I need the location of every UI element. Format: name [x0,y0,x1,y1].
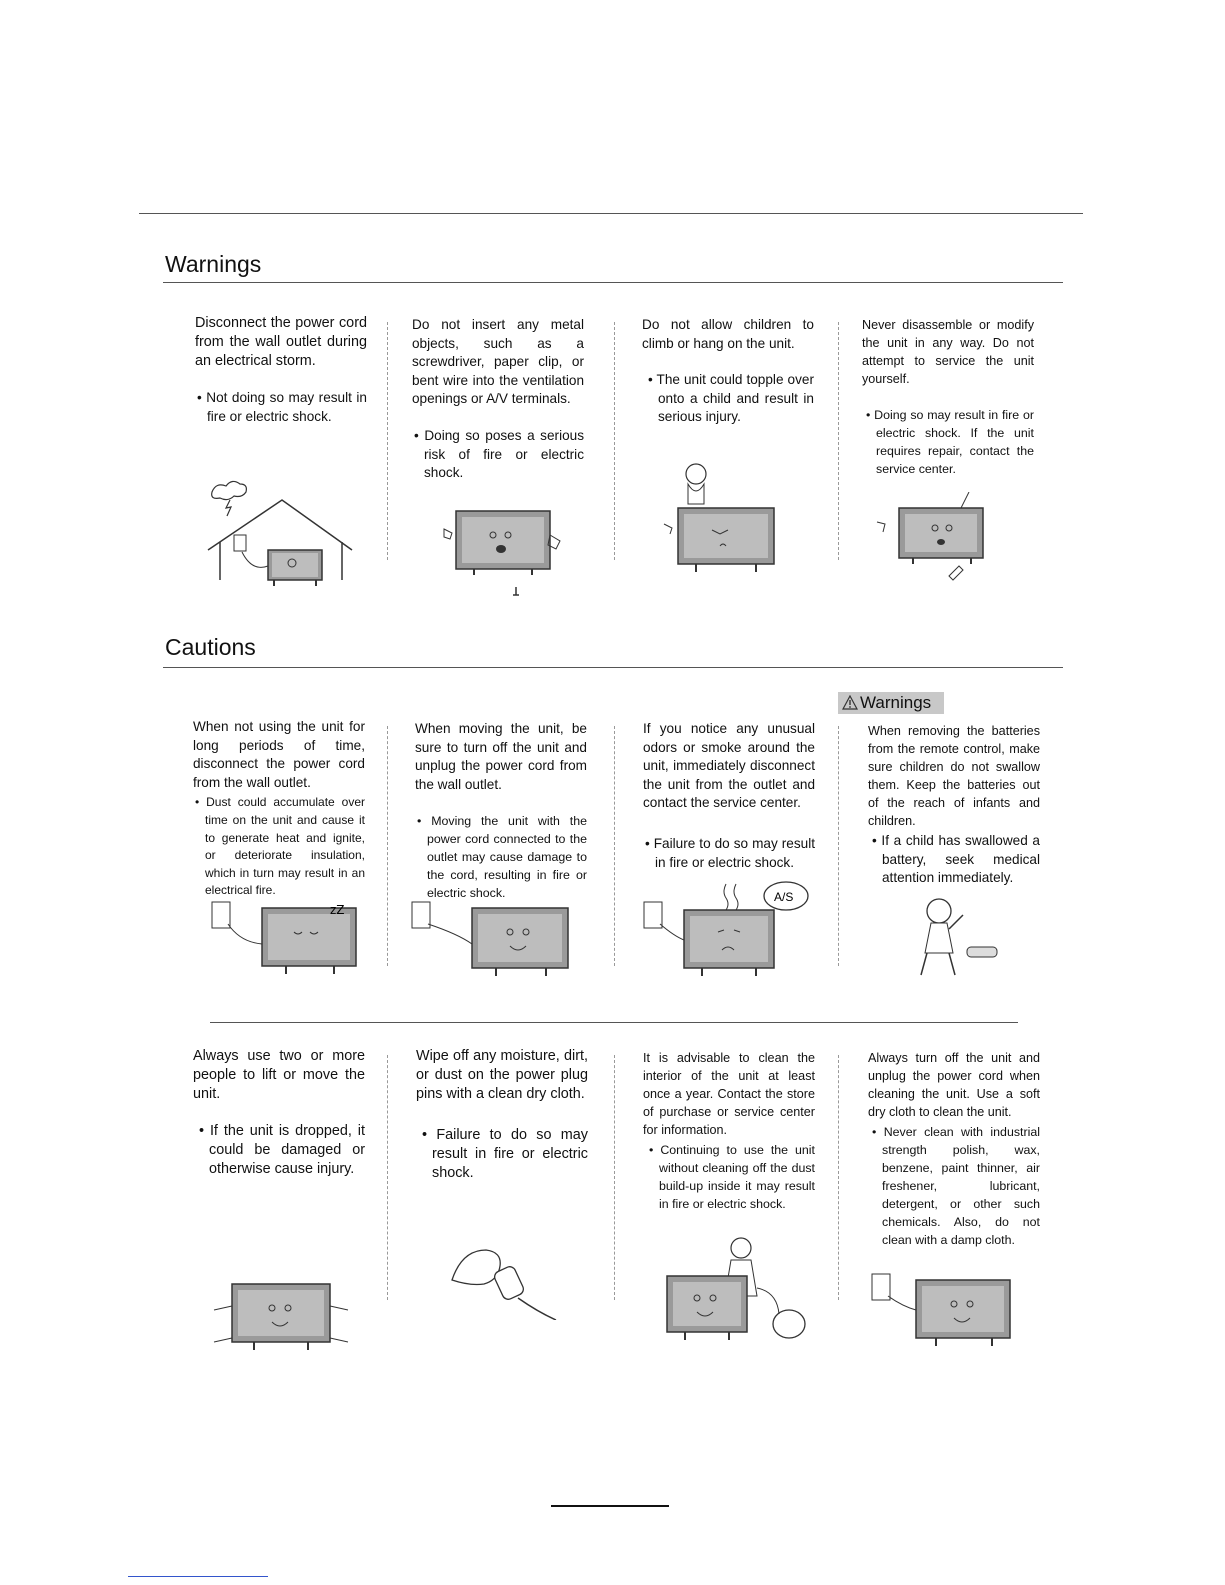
caution-lead: When not using the unit for long periods of time, disconnect the power cord from the wall outlet. [193,719,365,790]
warning-storm [195,314,367,426]
warning-lead: Do not insert any metal objects, such as a screwdriver, paper clip, or bent wire into the ventilation openings or A/V terminals. [412,317,584,407]
caution-bullet: • If a child has swallowed a battery, seek medical attention immediately. [872,833,1040,886]
svg-text:zZ: zZ [330,903,345,917]
column-separator [387,726,388,966]
caution-bullet: • Continuing to use the unit without cleaning off the dust build-up inside it may result in fire or electric shock. [649,1143,816,1211]
warning-lead: Never disassemble or modify the unit in any way. Do not attempt to service the unit yourself. [862,318,1034,386]
caution-lead: Wipe off any moisture, dirt, or dust on the power plug pins with a clean dry cloth. [416,1048,588,1102]
column-separator [387,1055,388,1300]
warnings-rule [163,282,1063,283]
caution-lift [193,1047,365,1179]
warnings-tag [838,692,944,714]
caution-bullet: • Failure to do so may result in fire or electric shock. [422,1127,588,1181]
caution-cleaning-chemicals [868,1049,1040,1249]
cautions-rule [163,667,1063,668]
warning-bullet: • The unit could topple over onto a child and result in serious injury. [648,372,814,425]
caution-lead: It is advisable to clean the interior of the unit at least once a year. Contact the store of purchase or service center for information. [643,1051,815,1137]
child-climbing-tv-illustration [660,460,790,580]
column-separator [387,322,388,560]
caution-interior-cleaning [643,1049,815,1213]
column-separator [838,1055,839,1300]
warning-children [642,316,814,427]
column-separator [614,726,615,966]
caution-odors [643,720,815,872]
tv-lifted-illustration [212,1280,352,1355]
warning-metal-objects [412,316,584,483]
column-separator [838,726,839,966]
caution-bullet: • Never clean with industrial strength polish, wax, benzene, paint thinner, air freshener, lubricant, detergent, or other such chemicals. Also, do not clean with a damp cloth. [872,1125,1041,1247]
tv-sleeping-unplugged-illustration [210,900,370,985]
caution-lead: When moving the unit, be sure to turn off the unit and unplug the power cord from the wall outlet. [415,721,587,792]
warning-disassemble [862,316,1034,478]
warning-bullet: • Doing so may result in fire or electric shock. If the unit requires repair, contact the service center. [866,408,1034,476]
caution-moving [415,720,587,902]
technician-cleaning-illustration [665,1232,815,1347]
page-number-rule [551,1505,669,1507]
warning-bullet: • Not doing so may result in fire or electric shock. [197,390,367,424]
cautions-title: Cautions [165,634,256,660]
cautions-row-divider [210,1022,1018,1023]
caution-plug-pins [416,1047,588,1183]
tv-disassemble-illustration [873,492,1013,592]
caution-bullet: • Failure to do so may result in fire or electric shock. [645,835,815,870]
column-separator [838,322,839,560]
caution-bullet: • Moving the unit with the power cord connected to the outlet may cause damage to the cord, resulting in fire or electric shock. [417,814,587,901]
child-battery-illustration [905,893,1015,988]
column-separator [614,322,615,560]
warning-lead: Do not allow children to climb or hang on the unit. [642,317,814,351]
warning-lead: Disconnect the power cord from the wall outlet during an electrical storm. [195,315,367,369]
warnings-title: Warnings [165,251,262,277]
caution-lead: Always turn off the unit and unplug the power cord when cleaning the unit. Use a soft dry cloth to clean the unit. [868,1051,1040,1119]
caution-lead: Always use two or more people to lift or move the unit. [193,1048,365,1102]
caution-lead: When removing the batteries from the remote control, make sure children do not swallow them. Keep the batteries out of the reach of infants and children. [868,724,1040,828]
warning-triangle-icon [842,695,858,710]
caution-bullet: • If the unit is dropped, it could be damaged or otherwise cause injury. [199,1123,365,1177]
caution-unused [193,718,365,900]
caution-bullet: • Dust could accumulate over time on the unit and cause it to generate heat and ignite, or deteriorate insulation, which in turn may result in an electrical fire. [195,795,365,898]
house-storm-illustration [202,480,362,590]
tv-metal-object-illustration [438,505,568,600]
wiping-plug-illustration [448,1240,568,1320]
caution-lead: If you notice any unusual odors or smoke around the unit, immediately disconnect the unit from the outlet and contact the service center. [643,721,815,811]
as-bubble-label: A/S [774,890,794,904]
warning-bullet: • Doing so poses a serious risk of fire or electric shock. [414,427,585,481]
caution-batteries [868,722,1040,888]
top-rule [139,213,1083,214]
warnings-tag-label: Warnings [860,693,932,712]
tv-moving-unplugged-illustration [410,900,590,985]
column-separator [614,1055,615,1300]
tv-unplugged-cleaning-illustration [870,1272,1020,1352]
corner-link-underline [128,1576,268,1577]
tv-smoke-illustration [642,880,812,985]
